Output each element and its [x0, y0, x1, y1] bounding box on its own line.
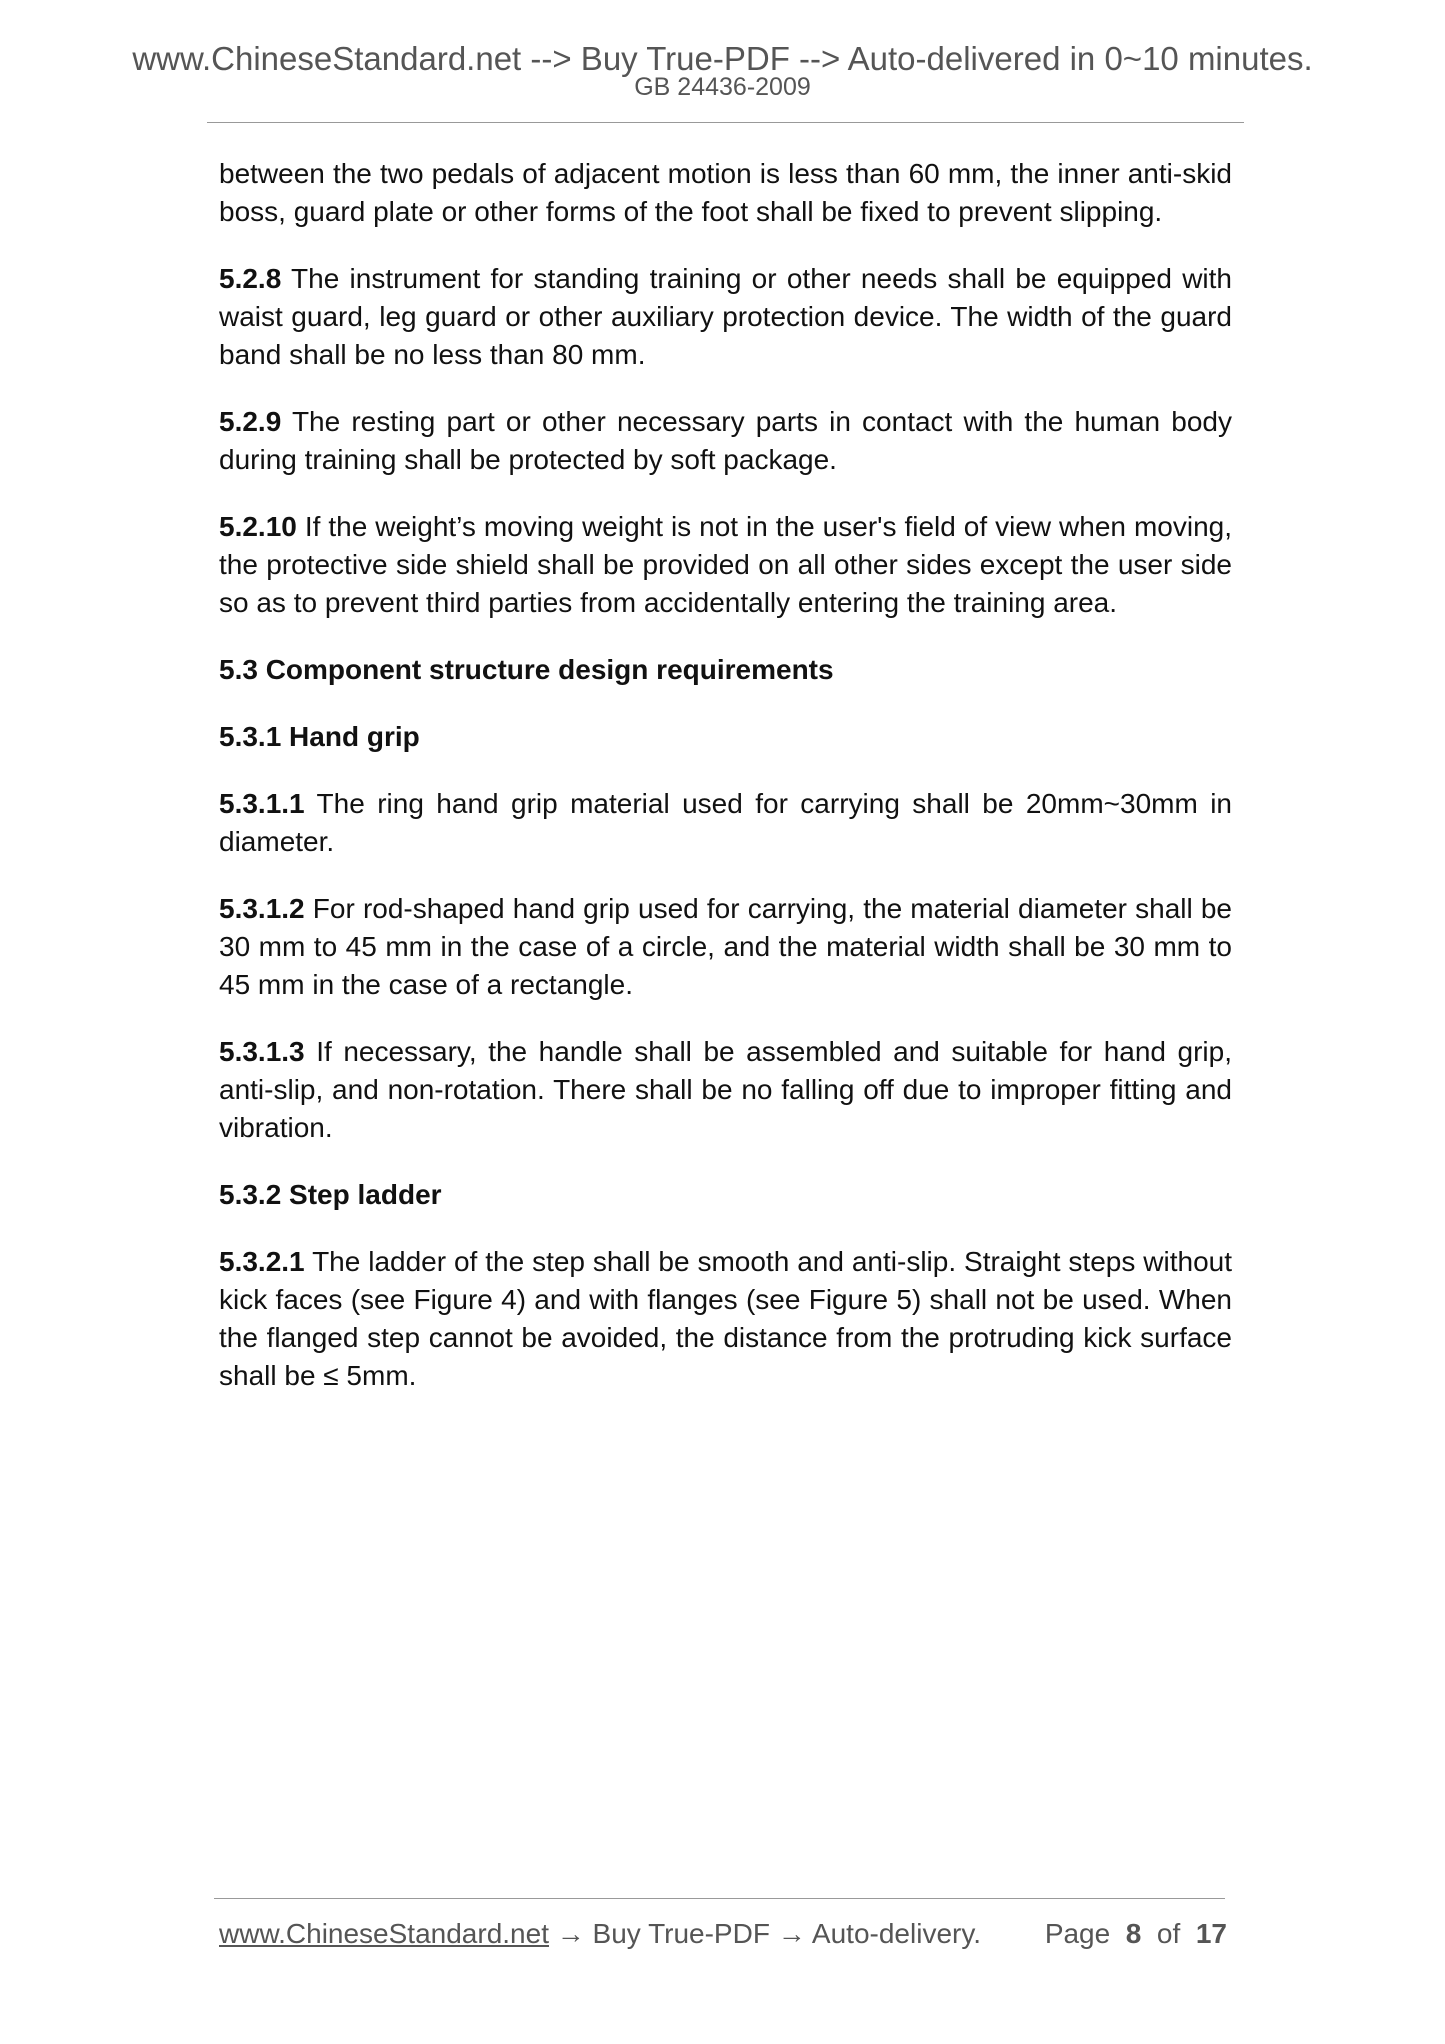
clause-number: 5.3.1.2: [219, 893, 305, 924]
document-body: [219, 155, 1232, 1424]
footer-website-link[interactable]: www.ChineseStandard.net: [219, 1918, 549, 1949]
clause-text: If necessary, the handle shall be assembled and suitable for hand grip, anti-slip, and non-rotation. There shall be no falling off due to improper fitting and vibration.: [219, 1036, 1233, 1143]
header-divider: [207, 122, 1244, 123]
clause-5-2-9: [219, 403, 1232, 479]
clause-text: The instrument for standing training or other needs shall be equipped with waist guard, leg guard or other auxiliary protection device. The width of the guard band shall be no less than 80 mm.: [219, 263, 1232, 370]
page-indicator: [1045, 1917, 1227, 1951]
paragraph-text: between the two pedals of adjacent motion is less than 60 mm, the inner anti-skid boss, guard plate or other forms of the foot shall be fixed to prevent slipping.: [219, 158, 1232, 227]
clause-text: If the weight’s moving weight is not in the user's field of view when moving, the protective side shield shall be provided on all other sides except the user side so as to prevent third parties from accidentally entering the training area.: [219, 511, 1232, 618]
section-heading-5-3: 5.3 Component structure design requirements: [219, 654, 834, 685]
standard-code: GB 24436-2009: [634, 73, 811, 101]
source-banner: www.ChineseStandard.net --> Buy True-PDF --> Auto-delivered in 0~10 minutes.: [132, 40, 1313, 77]
footer-delivery-text: → Buy True-PDF → Auto-delivery.: [548, 1918, 982, 1949]
clause-5-3-2-1: [219, 1243, 1232, 1395]
clause-5-3-1-1: [219, 785, 1232, 861]
paragraph-continuation: [219, 155, 1232, 231]
total-pages: 17: [1195, 1918, 1227, 1949]
clause-number: 5.3.1.3: [219, 1036, 305, 1067]
clause-5-2-10: [219, 508, 1232, 622]
page-label: Page: [1044, 1918, 1111, 1949]
of-label: of: [1156, 1918, 1181, 1949]
clause-number: 5.2.8: [219, 263, 282, 294]
clause-text: The resting part or other necessary parts in contact with the human body during training shall be protected by soft package.: [219, 406, 1232, 475]
clause-5-2-8: [219, 260, 1232, 374]
footer-source: [219, 1917, 981, 1951]
clause-number: 5.3.1.1: [219, 788, 305, 819]
clause-number: 5.3.2.1: [219, 1246, 305, 1277]
footer-divider: [214, 1898, 1225, 1899]
clause-text: The ring hand grip material used for carrying shall be 20mm~30mm in diameter.: [219, 788, 1232, 857]
clause-5-3-1-3: [219, 1033, 1232, 1147]
clause-5-3-1-2: [219, 890, 1232, 1004]
clause-number: 5.2.9: [219, 406, 282, 437]
clause-number: 5.2.10: [219, 511, 297, 542]
clause-text: The ladder of the step shall be smooth and anti-slip. Straight steps without kick faces (see Figure 4) and with flanges (see Figure 5) shall not be used. When the flanged step cannot be avoided, the distance from the protruding kick surface shall be ≤ 5mm.: [219, 1246, 1232, 1391]
clause-text: For rod-shaped hand grip used for carrying, the material diameter shall be 30 mm to 45 mm in the case of a circle, and the material width shall be 30 mm to 45 mm in the case of a rectangle.: [219, 893, 1233, 1000]
page-number: 8: [1125, 1918, 1142, 1949]
section-heading-5-3-2: 5.3.2 Step ladder: [219, 1179, 442, 1210]
section-heading-5-3-1: 5.3.1 Hand grip: [219, 721, 420, 752]
